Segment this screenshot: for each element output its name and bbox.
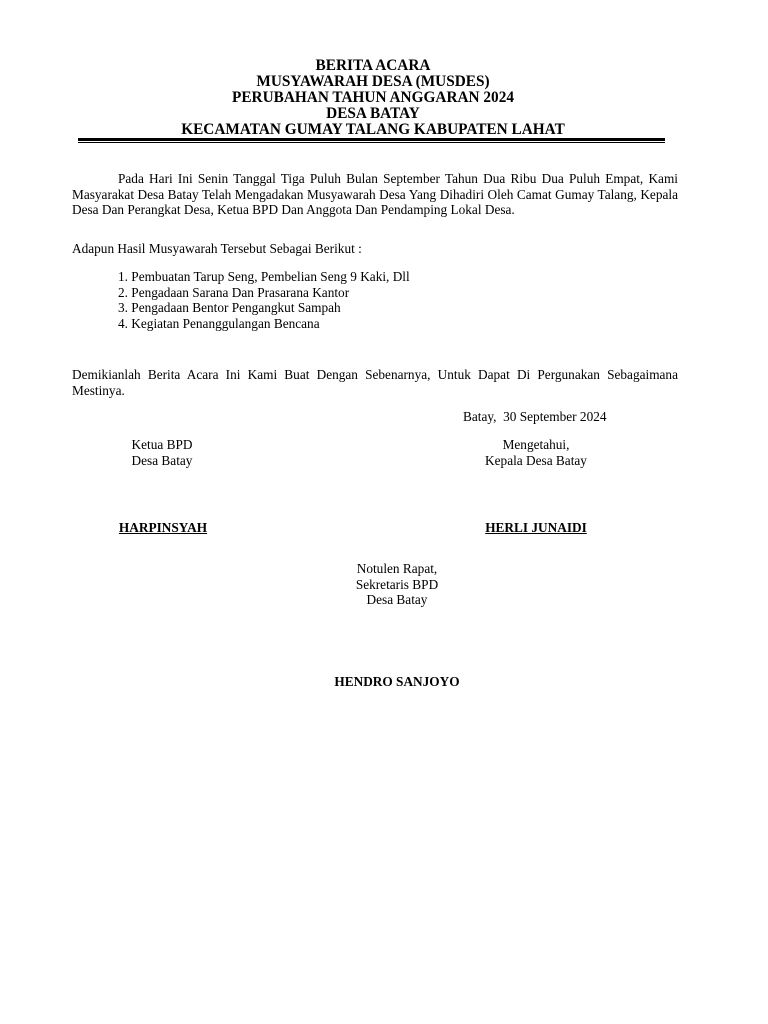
header-title: BERITA ACARA bbox=[315, 57, 431, 74]
signature-title: Mengetahui, bbox=[502, 437, 570, 452]
header-subtitle: MUSYAWARAH DESA (MUSDES) bbox=[256, 73, 490, 90]
signature-title: Ketua BPD bbox=[131, 437, 193, 452]
header-topic: PERUBAHAN TAHUN ANGGARAN 2024 bbox=[231, 89, 514, 106]
list-item: 4. Kegiatan Penanggulangan Bencana bbox=[118, 315, 320, 331]
place-date: Batay, 30 September 2024 bbox=[463, 409, 607, 424]
document-header bbox=[72, 58, 674, 138]
list-item: 1. Pembuatan Tarup Seng, Pembelian Seng 9 Kaki, Dll bbox=[118, 269, 410, 284]
list-item: 3. Pengadaan Bentor Pengangkut Sampah bbox=[118, 300, 341, 315]
signatory-name-bpd-chair: HARPINSYAH bbox=[118, 520, 208, 535]
results-list bbox=[118, 269, 410, 331]
results-intro: Adapun Hasil Musyawarah Tersebut Sebagai Berikut : bbox=[72, 241, 362, 256]
list-item: 2. Pengadaan Sarana Dan Prasarana Kantor bbox=[118, 284, 350, 300]
signature-block-bpd-chair bbox=[92, 437, 232, 468]
signature-role: Notulen Rapat, bbox=[356, 561, 438, 576]
signature-block-village-head bbox=[458, 437, 614, 468]
header-divider bbox=[78, 138, 665, 143]
opening-paragraph: Pada Hari Ini Senin Tanggal Tiga Puluh Bulan September Tahun Dua Ribu Dua Puluh Empat, Kami Masyarakat Desa Batay Telah Mengadakan Musyawarah Desa Yang Dihadiri Oleh Camat Gumay Talang, Kepala Desa Dan Perangkat Desa, Ketua BPD Dan Anggota Dan Pendamping Lokal Desa. bbox=[72, 171, 678, 217]
signature-role: Sekretaris BPD bbox=[355, 576, 439, 592]
signature-org: Kepala Desa Batay bbox=[485, 452, 587, 468]
signatory-name-village-head: HERLI JUNAIDI bbox=[485, 520, 587, 535]
signature-block-secretary bbox=[322, 561, 472, 608]
closing-paragraph: Demikianlah Berita Acara Ini Kami Buat Dengan Sebenarnya, Untuk Dapat Di Pergunakan Sebagaimana Mestinya. bbox=[72, 367, 678, 398]
header-district: KECAMATAN GUMAY TALANG KABUPATEN LAHAT bbox=[181, 121, 565, 138]
signatory-name-secretary: HENDRO SANJOYO bbox=[334, 674, 460, 689]
header-village: DESA BATAY bbox=[326, 105, 420, 122]
signature-org: Desa Batay bbox=[131, 452, 193, 468]
signature-org: Desa Batay bbox=[366, 592, 428, 607]
